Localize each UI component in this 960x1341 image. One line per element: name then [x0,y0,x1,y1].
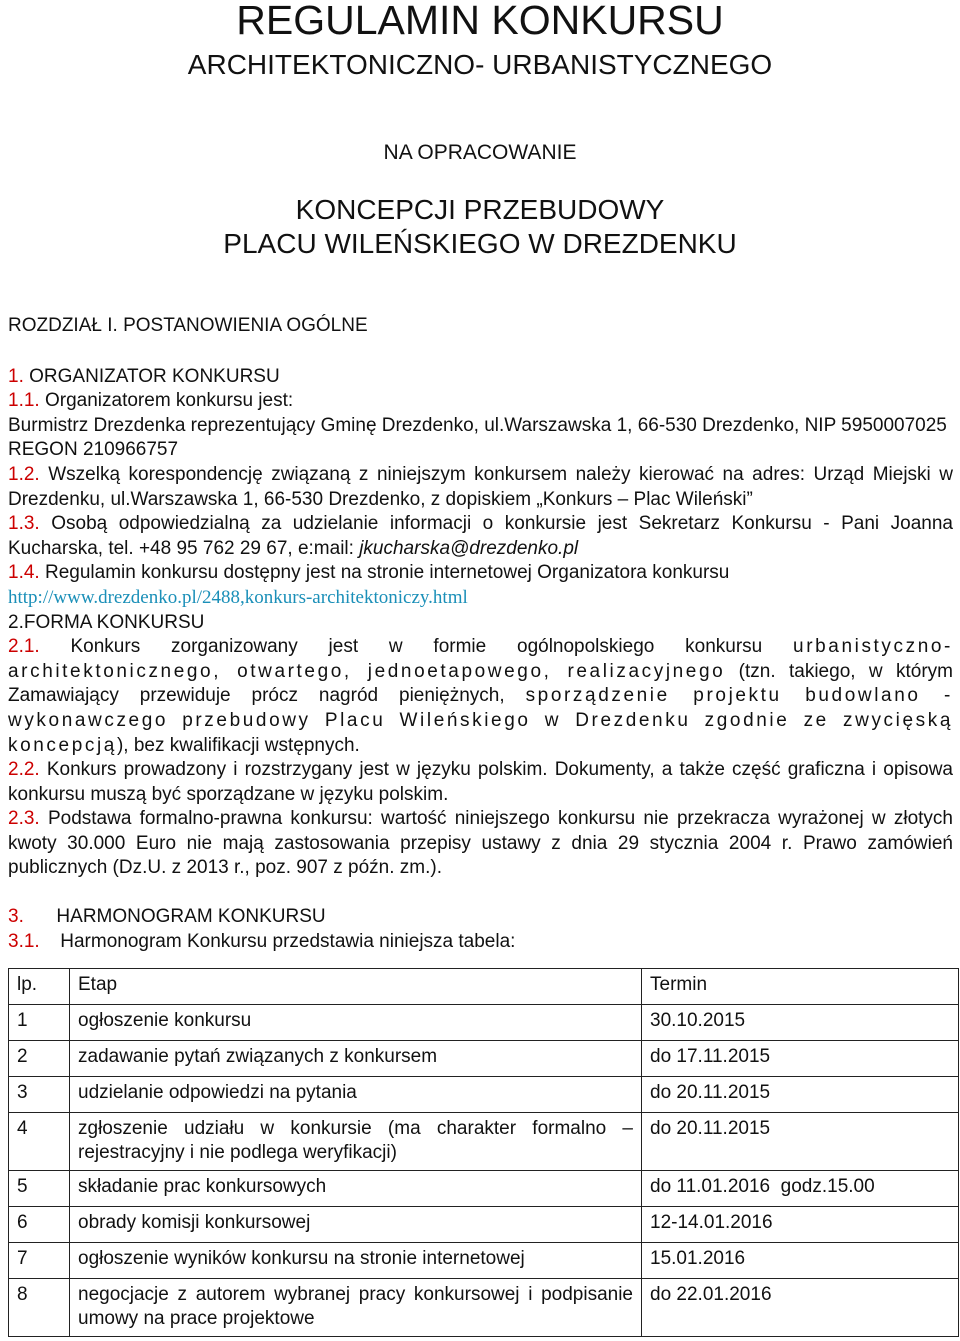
paragraph-2-1 [8,635,953,758]
paragraph-number: 1.4. [8,562,40,584]
table-cell: do 11.01.2016 godz.15.00 [642,1171,959,1207]
table-row [9,1077,959,1113]
table-cell: 5 [9,1171,70,1207]
table-row [9,1113,959,1171]
section-3-number: 3. [8,906,24,928]
table-cell: do 20.11.2015 [642,1077,959,1113]
table-cell: 15.01.2016 [642,1243,959,1279]
table-cell: 8 [9,1279,70,1337]
table-cell: składanie prac konkursowych [70,1171,642,1207]
paragraph-1-2 [8,463,953,512]
email-address[interactable]: jkucharska@drezdenko.pl [359,537,579,559]
koncepcja-line-1: KONCEPCJI PRZEBUDOWY [295,194,665,225]
table-row [9,1041,959,1077]
table-cell: 1 [9,1005,70,1041]
table-cell: 6 [9,1207,70,1243]
document-body [8,314,953,954]
paragraph-number: 1.1. [8,390,40,412]
competition-type-text: urbanistyczno-architektonicznego, otwartego, jednoetapowego, realizacyjnego [8,636,953,682]
paragraph-text: Konkurs zorganizowany jest w formie ogólnopolskiego konkursu [70,636,794,658]
paragraph-1-1 [8,389,953,414]
paragraph-text: Harmonogram Konkursu przedstawia niniejsza tabela: [60,930,516,952]
table-row [9,1243,959,1279]
table-cell: negocjacje z autorem wybranej pracy konkursowej i podpisanie umowy na prace projektowe [70,1279,642,1337]
paragraph-text: Podstawa formalno-prawna konkursu: wartość niniejszego konkursu nie przekracza wyrażonej w złotych kwoty 30.000 Euro nie mają zastosowania przepisy ustawy z dnia 29 stycznia 2004 r. Prawo zamówień publicznych (Dz.U. z 2013 r., poz. 907 z późn. zm.). [8,808,953,879]
table-header-cell: Etap [70,969,642,1005]
table-cell: zgłoszenie udziału w konkursie (ma charakter formalno – rejestracyjny i nie podlega weryfikacji) [70,1113,642,1171]
document-title: REGULAMIN KONKURSU [236,0,724,43]
table-header-cell: Termin [642,969,959,1005]
koncepcja-title [0,193,960,261]
document-subtitle: ARCHITEKTONICZNO- URBANISTYCZNEGO [187,49,773,80]
paragraph-1-4 [8,561,953,610]
table-cell: 2 [9,1041,70,1077]
paragraph-number: 2.2. [8,759,40,781]
paragraph-text: Osobą odpowiedzialną za udzielanie informacji o konkursie jest Sekretarz Konkursu - Pani Joanna Kucharska, tel. +48 95 762 29 67, e:mail: [8,513,953,559]
table-cell: udzielanie odpowiedzi na pytania [70,1077,642,1113]
table-cell: do 17.11.2015 [642,1041,959,1077]
table-header-cell: lp. [9,969,70,1005]
regulations-link[interactable]: http://www.drezdenko.pl/2488,konkurs-architektoniczy.html [8,586,468,608]
table-cell: zadawanie pytań związanych z konkursem [70,1041,642,1077]
paragraph-text: Regulamin konkursu dostępny jest na stronie internetowej Organizatora konkursu [44,562,730,584]
project-scope-text: sporządzenie projektu budowlano - wykonawczego przebudowy Placu Wileńskiego w Drezdenku zgodnie ze zwycięską koncepcją [8,685,953,756]
table-cell: 4 [9,1113,70,1171]
table-row [9,1207,959,1243]
section-1-number: 1. [8,365,24,387]
table-row [9,1171,959,1207]
paragraph-3-1 [8,930,953,955]
table-row [9,1005,959,1041]
chapter-heading: ROZDZIAŁ I. POSTANOWIENIA OGÓLNE [8,315,368,336]
paragraph-text: Konkurs prowadzony i rozstrzygany jest w języku polskim. Dokumenty, a także część graficzna i opisowa konkursu muszą być sporządzane w języku polskim. [8,759,953,805]
paragraph-number: 2.3. [8,808,40,830]
table-cell: 7 [9,1243,70,1279]
table-row [9,1279,959,1337]
paragraph-number: 1.3. [8,513,40,535]
koncepcja-line-2: PLACU WILEŃSKIEGO W DREZDENKU [223,228,737,259]
table-cell: 30.10.2015 [642,1005,959,1041]
table-cell: 3 [9,1077,70,1113]
paragraph-text: (tzn. takiego, w którym Zamawiający przewiduje prócz nagród pieniężnych, [8,660,953,707]
schedule-table [8,968,959,1337]
table-header-row [9,969,959,1005]
table-cell: 12-14.01.2016 [642,1207,959,1243]
table-cell: obrady komisji konkursowej [70,1207,642,1243]
table-cell: ogłoszenie wyników konkursu na stronie internetowej [70,1243,642,1279]
table-cell: ogłoszenie konkursu [70,1005,642,1041]
na-opracowanie-line: NA OPRACOWANIE [383,141,577,164]
organizer-details: Burmistrz Drezdenka reprezentujący Gminę Drezdenko, ul.Warszawska 1, 66-530 Drezdenko, NIP 5950007025 REGON 210966757 [8,414,947,461]
paragraph-text: ), bez kwalifikacji wstępnych. [116,734,360,756]
section-2-heading: 2.FORMA KONKURSU [8,611,205,633]
paragraph-2-3 [8,807,953,881]
paragraph-2-2 [8,758,953,807]
paragraph-text: Wszelką korespondencję związaną z niniejszym konkursem należy kierować na adres: Urząd Miejski w Drezdenku, ul.Warszawska 1, 66-530 Drezdenko, z dopiskiem „Konkurs – Plac Wileński” [8,463,954,510]
section-1-title: ORGANIZATOR KONKURSU [29,365,280,387]
table-cell: do 22.01.2016 [642,1279,959,1337]
section-3-heading [8,905,953,930]
paragraph-number: 3.1. [8,930,40,952]
paragraph-number: 1.2. [8,463,40,485]
section-1-heading [8,365,953,390]
paragraph-text: Organizatorem konkursu jest: [44,390,294,412]
table-cell: do 20.11.2015 [642,1113,959,1171]
paragraph-1-3 [8,512,953,561]
paragraph-number: 2.1. [8,636,40,658]
section-3-title: HARMONOGRAM KONKURSU [56,906,326,928]
